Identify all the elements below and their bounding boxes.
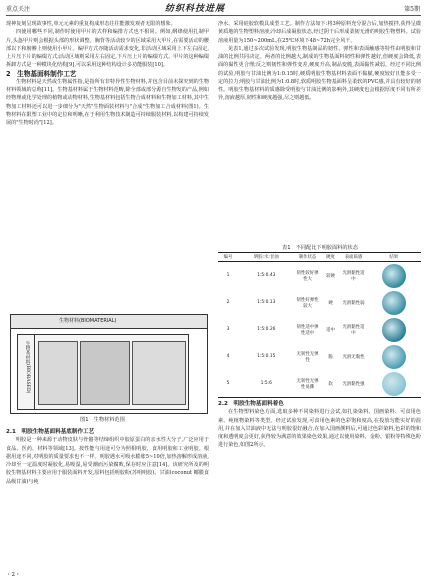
section-2-2-paragraph: 在生物塑料染色方面,选取多种不同染料进行会试,如扎染染料、国画染料、可食用色素、纯植物染料等类型。经过试验发现,可食用色素的色彩饱和度高,在投放匀能实好的混用,并在加入甘油液中无法与明胶很好融合,在加入国画颜料后,可通过色彩染料,色彩的饱和度和透明度会更好,获得较为满意的效果染色效果,通过以使用染料、金粉、银粉等特殊色粉进行染色,如图2所示。 (218, 409, 421, 449)
cell-ratio: 1:5:0.26 (257, 327, 276, 332)
cell-state: 韧性好弹性较大 (296, 297, 319, 309)
page-number: ・2・ (6, 572, 21, 578)
figure-biomaterial-diagram (10, 314, 208, 414)
header-rule (6, 15, 421, 16)
cell-ratio: 1:5:0.43 (257, 273, 276, 278)
sample-swatch (382, 345, 406, 369)
table-row (218, 289, 421, 316)
cell-no: 2 (226, 300, 230, 305)
table-header-result: 结果 (367, 253, 422, 262)
cell-no: 1 (226, 273, 230, 278)
right-column (218, 20, 421, 103)
right-paragraph-2: 见表1,通过多次试验发现,明胶生物基制品的韧性、弹性和表面触感等特性由明胶和甘油的比例共同决定。两者的比例越大,制成的生物基面料韧性和弹性越好,但硬度会降低,表面的黏性更合理;反之则韧性和弹性变差,硬度升高,制品变脆,表面黏性减弱。经过不同比例的试验,明胶与甘油比例为1:0.15时,硬质明胶生物基材料表面不黏腻,硬度较好且能多受一定的拉力;明胶与甘油比例为1:0.8时,软质明胶生物基面料呈柔软的PVC感,并具有较好的韧性。明胶生物基材料的质感除受明胶与甘油比例的影响外,其硬度也会根据厚度不同有所差异,溶液越厚,韧性和硬度越强,尽之则越低。 (218, 45, 421, 102)
table-header-ratio: 明胶:水:甘油 (238, 253, 295, 262)
cell-no: 5 (218, 370, 238, 398)
cell-surface: 光滑黏性弱 (342, 300, 365, 306)
intro-paragraph-2: 四使用哪些不同,制作时使用甲片的式样和编排方式也不相同。例如,纲绦使用扎制甲片,头盔甲片则会根据头部的形状调整。胸背等活动较少的区域采用大甲片,在需要活动的腰部以下和膀膊上则使用小甲片。编甲方式亦随活动需求变化,非活动区域采用上下左右固定,上片压下片的编缀方式;活动区域则采用左右固定,下片压上片的编缀方式。甲片的这种编缀拆卸方式是一种模块化结构[9],可以采用这种结构设计多功能服装[10]。 (6, 29, 209, 69)
cell-state: 无韧性无弹性易撕 (295, 370, 321, 398)
table-header-surface: 表面质感 (341, 253, 367, 262)
figure-inner-label: 生物基材料(BIOBASED) (25, 341, 30, 394)
table-row (218, 343, 421, 370)
figure-outer-label: 生物材料(BIOMATERIAL) (59, 318, 117, 324)
ratio-table (218, 252, 421, 398)
section-2-2-heading: 2.2 明胶生物基面料着色 (218, 401, 284, 407)
cell-surface: 光滑黏性强 (341, 370, 367, 398)
left-column (6, 20, 209, 127)
left-column-lower (6, 428, 209, 486)
section-2-heading: 2 生物基面料制作工艺 (6, 69, 77, 78)
sample-swatch (382, 291, 406, 315)
cell-hardness: 硬 (328, 300, 333, 306)
sample-swatch (382, 264, 406, 288)
section-2-paragraph: 生物材料是天然或生物属性指,是指所有非特异性生物材料,并包含目前未探究到的生物材料领域的总称[11]。生物基材料属于生物材料范畴,除全部或部分源自生物发的产品,例如经物理或化学处理的植物或动物材料,生物基材料包括生物合成材料和生物加工材料,其中生物加工材料还可以进一步细分为"天然"生物面装材料与"合成"生物加工合成材料(图1)。生物材料在限塑工业中的定位和明晰,在于利用生物技术制造可持续服装材料,以构建可持续发展的"生物时尚"[12]。 (6, 78, 209, 126)
cell-hardness: 脆 (328, 354, 333, 360)
cell-state: 韧性适中弹性适中 (296, 324, 319, 336)
running-header-left: 重点关注 (6, 6, 31, 13)
cell-state: 韧性较好弹性大 (296, 270, 319, 282)
cell-surface: 光滑黏性适中 (342, 324, 365, 336)
cell-ratio: 1:5:0.13 (257, 300, 276, 305)
cell-no: 3 (226, 327, 230, 332)
issue-number: 第5期 (404, 6, 420, 13)
section-2-1-heading: 2.1 明胶生物基面料基底制作工艺 (6, 429, 95, 435)
table-row (218, 262, 421, 290)
journal-title: 纺织科技进展 (165, 4, 226, 14)
cell-surface: 光滑黏性适中 (342, 270, 365, 282)
table-header-state: 制作状态 (295, 253, 321, 262)
table-row (218, 316, 421, 343)
section-2-1-paragraph: 明胶是一种来源于动物皮肤与骨骼等结缔组织中胶原蛋白的亲水性大分子,广泛应用于食品、医药、材料等领域[13]。按性能与用途可分为照相明胶、食用明胶和工业明胶。根据用途不同,对明胶的质量要求也不一样。明胶遇水可吸水膨胀5~10倍,加热溶解形成溶液,冷却至一定温度时凝胶化,易吸湿,易受潮而污染腐败,保存时应注意[14]。该研究所及的明胶生物基材料主要应用于服装面料开发,原料包括明胶粉(苏明明胶)、甘油(coconut 椰膜食品级甘油)与纯 (6, 437, 209, 485)
table-header-hardness: 硬度 (321, 253, 341, 262)
intro-paragraph-end: 现神复刻呈现故事性,单元元素的重复构成形态往往能激发观者无限的想象。 (6, 21, 176, 27)
sample-swatch (382, 318, 406, 342)
biobased-box (17, 334, 189, 410)
right-column-lower (218, 400, 421, 450)
cell-hardness: 较硬 (326, 273, 335, 279)
table-caption: 表1 不同配比下明胶面料的状态 (282, 245, 358, 251)
cell-surface: 光滑无黏性 (342, 354, 365, 360)
figure-caption: 图1 生物材料范围 (80, 417, 125, 423)
right-top-paragraph: 净水。采用硅胶软模具成型工艺。制作方法如下:将3种原料充分混合后,加热搅拌,获得呈微黄质地的生物塑料溶液;冷却后成凝胶状态,经过阴干后形成柔韧无滑的明胶生物塑料。试验溶液用量为150~200mL,在25℃环境下48~72h完全风干。 (218, 21, 421, 44)
table-row (218, 370, 421, 398)
cell-no: 4 (226, 354, 230, 359)
cell-hardness: 适中 (326, 327, 335, 333)
cell-ratio: 1:5:6 (238, 370, 295, 398)
cell-state: 无韧性无弹性 (296, 351, 319, 363)
sample-swatch (382, 372, 406, 396)
table-header-no: 编号 (218, 253, 238, 262)
cell-ratio: 1:5:0.15 (257, 354, 276, 359)
cell-hardness: 软 (321, 370, 341, 398)
